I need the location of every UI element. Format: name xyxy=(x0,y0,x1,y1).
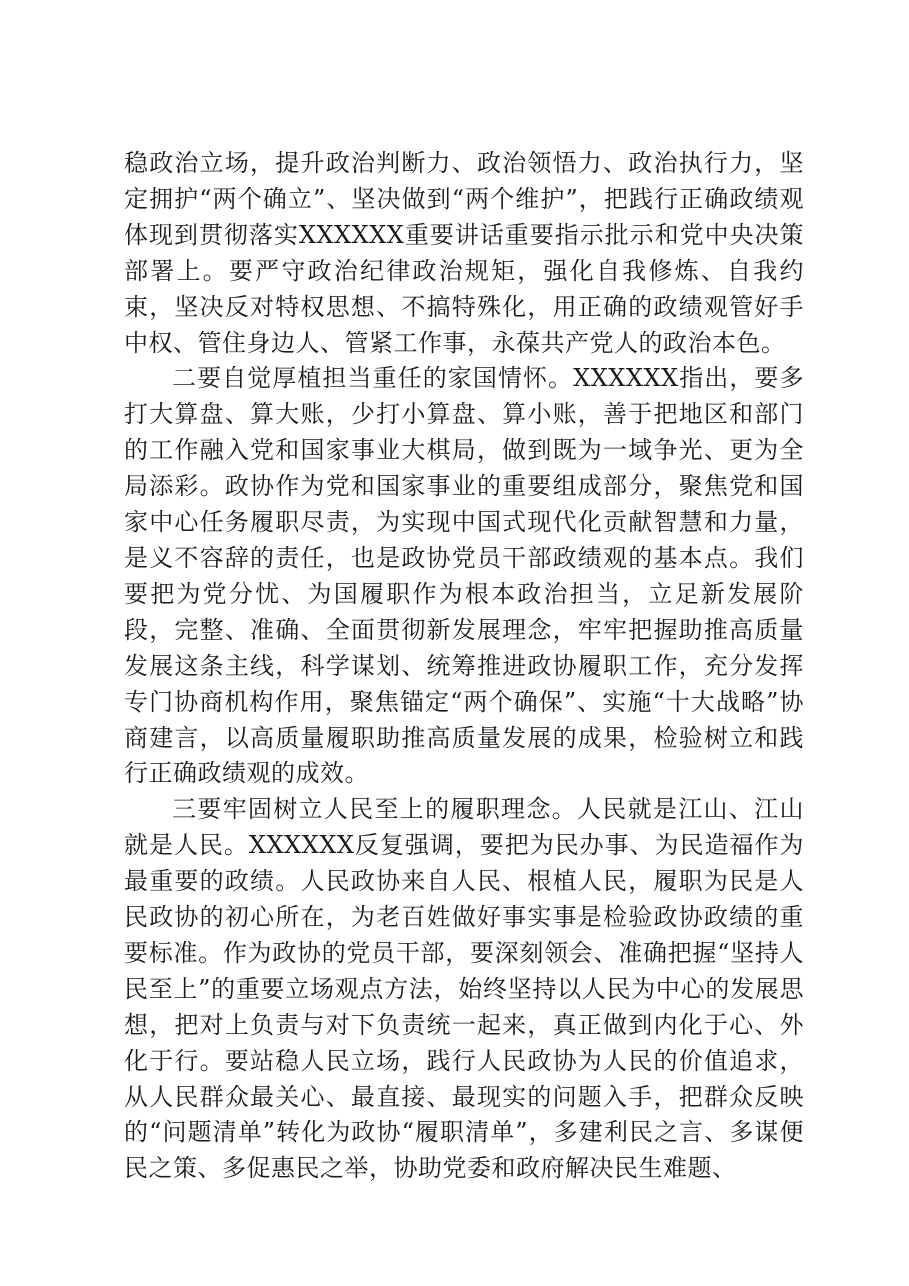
document-body xyxy=(124,146,804,1187)
paragraph-1: 稳政治立场，提升政治判断力、政治领悟力、政治执行力，坚定拥护“两个确立”、坚决做到“两个维护”，把践行正确政绩观体现到贯彻落实XXXXXX重要讲话重要指示批示和党中央决策部署上。要严守政治纪律政治规矩，强化自我修炼、自我约束，坚决反对特权思想、不搞特殊化，用正确的政绩观管好手中权、管住身边人、管紧工作事，永葆共产党人的政治本色。 xyxy=(124,149,804,357)
paragraph-2: 二要自觉厚植担当重任的家国情怀。XXXXXX指出，要多打大算盘、算大账，少打小算盘、算小账，善于把地区和部门的工作融入党和国家事业大棋局，做到既为一域争光、更为全局添彩。政协作为党和国家事业的重要组成部分，聚焦党和国家中心任务履职尽责，为实现中国式现代化贡献智慧和力量，是义不容辞的责任，也是政协党员干部政绩观的基本点。我们要把为党分忧、为国履职作为根本政治担当，立足新发展阶段，完整、准确、全面贯彻新发展理念，牢牢把握助推高质量发展这条主线，科学谋划、统筹推进政协履职工作，充分发挥专门协商机构作用，聚焦锚定“两个确保”、实施“十大战略”协商建言，以高质量履职助推高质量发展的成果，检验树立和践行正确政绩观的成效。 xyxy=(124,364,804,788)
paragraph-3: 三要牢固树立人民至上的履职理念。人民就是江山、江山就是人民。XXXXXX反复强调，要把为民办事、为民造福作为最重要的政绩。人民政协来自人民、根植人民，履职为民是人民政协的初心所在，为老百姓做好事实事是检验政协政绩的重要标准。作为政协的党员干部，要深刻领会、准确把握“坚持人民至上”的重要立场观点方法，始终坚持以人民为中心的发展思想，把对上负责与对下负责统一起来，真正做到内化于心、外化于行。要站稳人民立场，践行人民政协为人民的价值追求，从人民群众最关心、最直接、最现实的问题入手，把群众反映的“问题清单”转化为政协“履职清单”，多建利民之言、多谋便民之策、多促惠民之举，协助党委和政府解决民生难题、 xyxy=(124,795,804,1183)
